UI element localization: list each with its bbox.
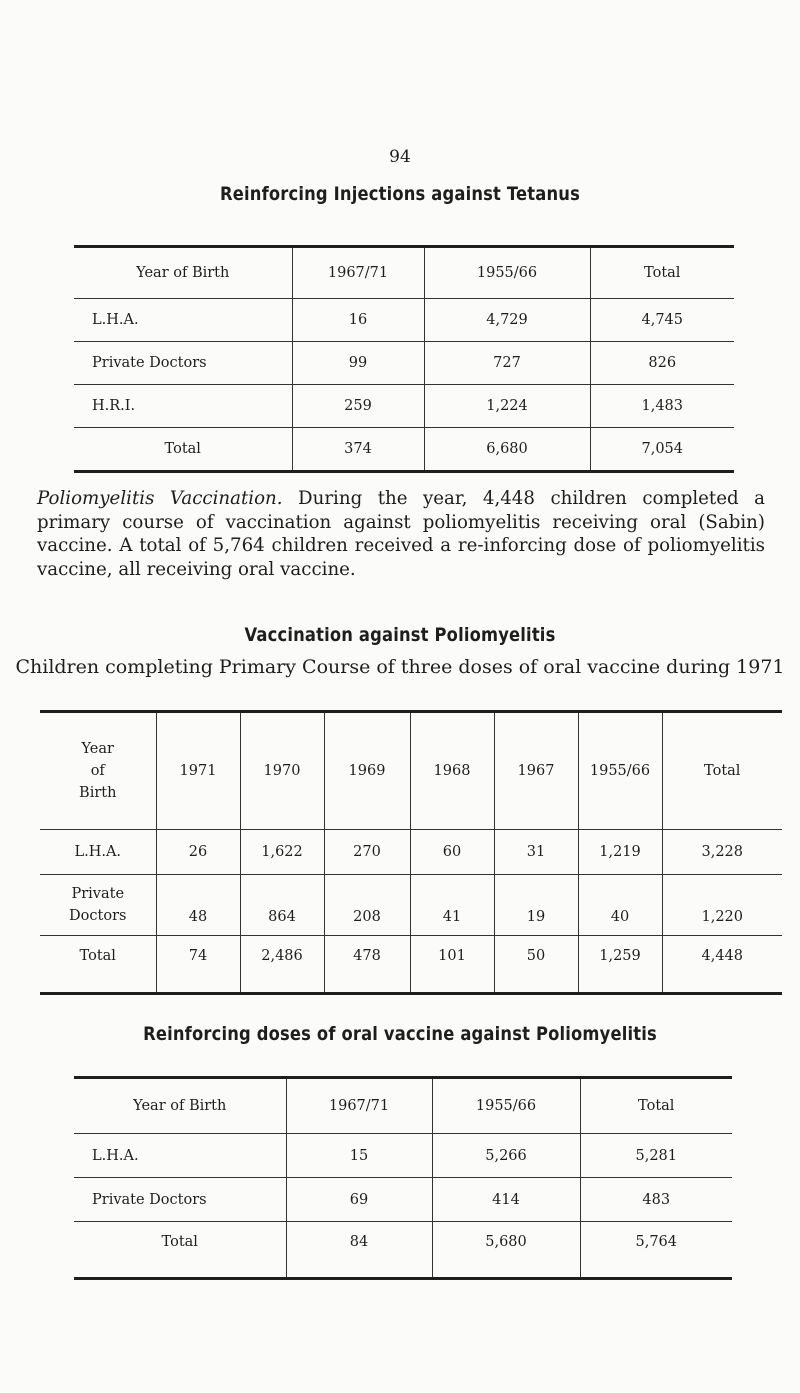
- table-cell: 826: [590, 342, 734, 385]
- table-cell: 26: [156, 830, 240, 875]
- table-cell: 5,764: [580, 1222, 732, 1279]
- header-1967: 1967: [494, 712, 578, 830]
- table-cell: 40: [578, 875, 662, 936]
- polio-subheading: Children completing Primary Course of three doses of oral vaccine during 1971: [15, 656, 785, 678]
- table-header-row: [74, 1078, 732, 1134]
- table-cell: 2,486: [240, 936, 324, 994]
- header-1967-71: 1967/71: [286, 1078, 432, 1134]
- paragraph-lead: Poliomyelitis Vaccination.: [37, 488, 283, 509]
- row-label: [40, 875, 156, 936]
- table-cell: 414: [432, 1178, 580, 1222]
- header-line: Birth: [79, 785, 117, 801]
- table-cell: 5,680: [432, 1222, 580, 1279]
- row-label-line: Doctors: [69, 908, 127, 924]
- table-cell: 374: [292, 428, 424, 472]
- table-row: [74, 299, 734, 342]
- table-total-row: [74, 428, 734, 472]
- header-total: Total: [662, 712, 782, 830]
- header-total: Total: [580, 1078, 732, 1134]
- table-header-row: [40, 712, 782, 830]
- row-label: H.R.I.: [74, 385, 292, 428]
- table-cell: 5,266: [432, 1134, 580, 1178]
- header-total: Total: [590, 247, 734, 299]
- table-cell: 101: [410, 936, 494, 994]
- table-header-row: [74, 247, 734, 299]
- header-1955-66: 1955/66: [424, 247, 590, 299]
- table-cell: 19: [494, 875, 578, 936]
- table-cell: 48: [156, 875, 240, 936]
- header-1967-71: 1967/71: [292, 247, 424, 299]
- header-year-of-birth: Year of Birth: [133, 1098, 227, 1114]
- table-cell: 7,054: [590, 428, 734, 472]
- page-number: 94: [389, 147, 411, 167]
- header-1955-66: 1955/66: [432, 1078, 580, 1134]
- table-cell: 6,680: [424, 428, 590, 472]
- table-cell: 208: [324, 875, 410, 936]
- tetanus-heading: Reinforcing Injections against Tetanus: [219, 183, 580, 205]
- header-1955-66: 1955/66: [578, 712, 662, 830]
- table-cell: 270: [324, 830, 410, 875]
- header-year-of-birth: [40, 712, 156, 830]
- row-label: L.H.A.: [74, 299, 292, 342]
- table-total-row: [74, 1222, 732, 1279]
- table-cell: 864: [240, 875, 324, 936]
- reinforcing-table: [74, 1076, 732, 1280]
- row-label: Total: [74, 1222, 286, 1279]
- table-cell: 74: [156, 936, 240, 994]
- header-1971: 1971: [156, 712, 240, 830]
- polio-paragraph: [37, 487, 765, 581]
- table-cell: 727: [424, 342, 590, 385]
- table-cell: 50: [494, 936, 578, 994]
- table-cell: 60: [410, 830, 494, 875]
- table-cell: 99: [292, 342, 424, 385]
- row-label: Private Doctors: [74, 1178, 286, 1222]
- table-cell: 483: [580, 1178, 732, 1222]
- table-row: [40, 875, 782, 936]
- table-cell: 1,259: [578, 936, 662, 994]
- table-cell: 16: [292, 299, 424, 342]
- paragraph-text: During the year, 4,448 children completed a primary course of vaccination against poliomyelitis receiving oral (Sabin) vaccine. A total of 5,764 children received a re-inforcing dose of poliomyelitis vaccine, all receiving oral vaccine.: [37, 488, 765, 580]
- table-cell: 1,220: [662, 875, 782, 936]
- table-row: [74, 1134, 732, 1178]
- header-line: of: [90, 763, 105, 779]
- table-row: [74, 385, 734, 428]
- header-1970: 1970: [240, 712, 324, 830]
- polio-heading: Vaccination against Poliomyelitis: [244, 624, 556, 646]
- table-cell: 1,219: [578, 830, 662, 875]
- row-label-line: Private: [71, 886, 125, 902]
- header-line: Year: [81, 741, 114, 757]
- row-label: Total: [40, 936, 156, 994]
- header-1968: 1968: [410, 712, 494, 830]
- row-label: L.H.A.: [74, 1134, 286, 1178]
- reinforcing-heading: Reinforcing doses of oral vaccine against Poliomyelitis: [143, 1023, 657, 1045]
- row-label: L.H.A.: [40, 830, 156, 875]
- table-cell: 1,622: [240, 830, 324, 875]
- table-cell: 1,483: [590, 385, 734, 428]
- table-row: [40, 830, 782, 875]
- table-cell: 5,281: [580, 1134, 732, 1178]
- table-cell: 3,228: [662, 830, 782, 875]
- table-cell: 478: [324, 936, 410, 994]
- polio-table: [40, 710, 782, 995]
- header-year-of-birth: Year of Birth: [136, 265, 230, 281]
- table-cell: 4,745: [590, 299, 734, 342]
- table-cell: 259: [292, 385, 424, 428]
- table-cell: 41: [410, 875, 494, 936]
- table-cell: 15: [286, 1134, 432, 1178]
- row-label: Total: [74, 428, 292, 472]
- row-label: Private Doctors: [74, 342, 292, 385]
- table-row: [74, 1178, 732, 1222]
- table-total-row: [40, 936, 782, 994]
- table-cell: 69: [286, 1178, 432, 1222]
- table-row: [74, 342, 734, 385]
- table-cell: 4,448: [662, 936, 782, 994]
- table-cell: 31: [494, 830, 578, 875]
- header-1969: 1969: [324, 712, 410, 830]
- table-cell: 84: [286, 1222, 432, 1279]
- table-cell: 1,224: [424, 385, 590, 428]
- tetanus-table: [74, 245, 734, 473]
- table-cell: 4,729: [424, 299, 590, 342]
